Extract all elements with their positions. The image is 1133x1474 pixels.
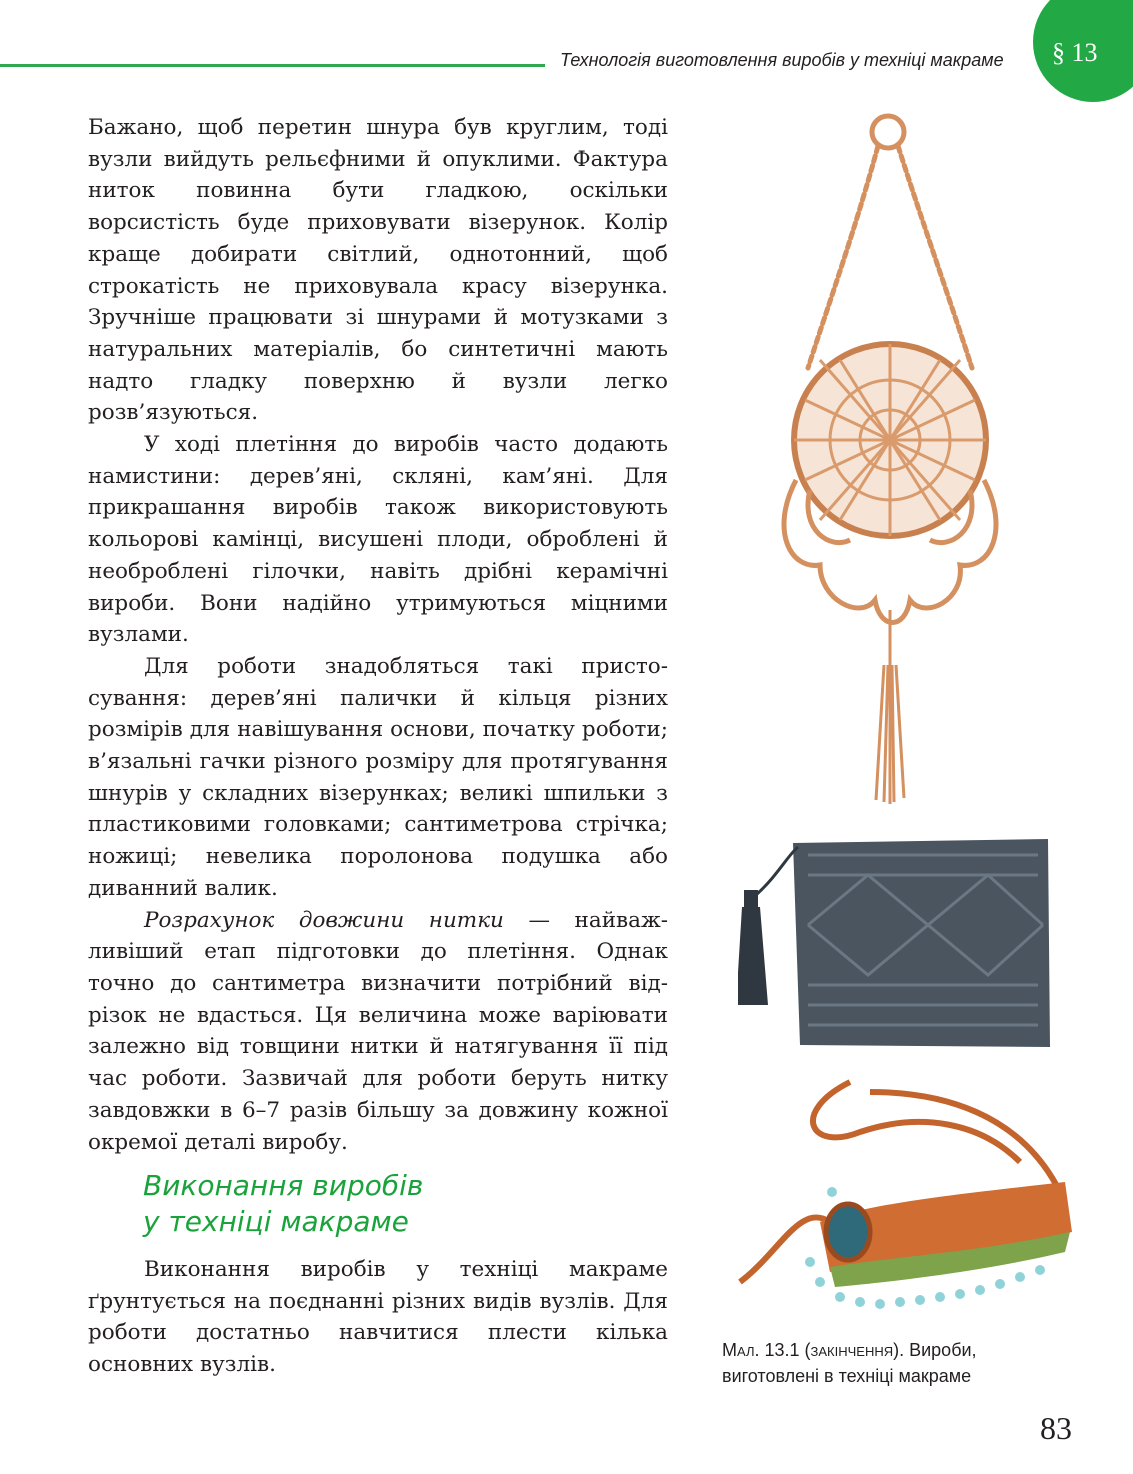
figure-caption: Мал. 13.1 (закінчення). Вироби, виготовлені в техніці макраме (722, 1340, 977, 1386)
running-title: Технологія виготовлення виробів у техніці макраме (560, 50, 1004, 70)
page-number: 83 (1040, 1410, 1072, 1446)
macrame-wall-hanging-image (760, 110, 1020, 810)
paragraph-3: Для роботи знадобляться такі пристосування: дерев’яні палички й кільця різних розмірів для навішування основи, початку роботи; в’язальні гачки різного розміру для протягування шнурів у складних візерунках; великі шпильки з пластиковими головками; сантиметрова стрічка; ножиці; невелика поролонова подушка або диванний валик. (88, 653, 668, 901)
header-rule (0, 64, 545, 67)
paragraph-4: Розрахунок довжини нитки — найважливіший етап підготовки до плетіння. Однак точно до сантиметра визначити потрібний відрізок не вдасться. Ця величина може варіювати залежно від товщини нитки й натягування її під час роботи. Зазвичай для роботи беруть нитку завдовжки в 6–7 разів більшу за довжину кожної окремої деталі виробу. (88, 907, 668, 1155)
paragraph-2: У ході плетіння до виробів часто додають намистини: дерев’яні, скляні, кам’яні. Для прикрашання виробів також використовують кольорові камінці, висушені плоди, оброблені й необроблені гілочки, навіть дрібні керамічні вироби. Вони надійно утримуються міцними вузлами. (88, 432, 668, 648)
main-text (88, 112, 668, 1158)
paragraph-5: Виконання виробів у техніці макраме ґрунтується на поєднанні різних видів вузлів. Для роботи достатньо навчитися плести кілька основних вузлів. (88, 1257, 668, 1378)
section-heading: Виконання виробів у техніці макраме (143, 1169, 424, 1238)
macrame-pouch-image (738, 835, 1058, 1055)
term-thread-length: Розрахунок довжини нитки (144, 907, 504, 933)
section-badge-label: § 13 (1052, 38, 1098, 67)
main-text-continued (88, 1254, 668, 1381)
paragraph-1: Бажано, щоб перетин шнура був круглим, тоді вузли вийдуть рельєфними й опуклими. Фактура ниток повинна бути гладкою, оскільки ворсистість буде приховувати візерунок. Колір краще добирати світлий, однотонний, щоб строкатість не приховувала красу візерунка. Зручніше працювати зі шнурами й мотузками з натуральних матеріалів, бо синтетичні мають надто гладку поверхню й вузли легко розв’язуються. (88, 115, 668, 426)
macrame-necklace-image (720, 1072, 1080, 1322)
